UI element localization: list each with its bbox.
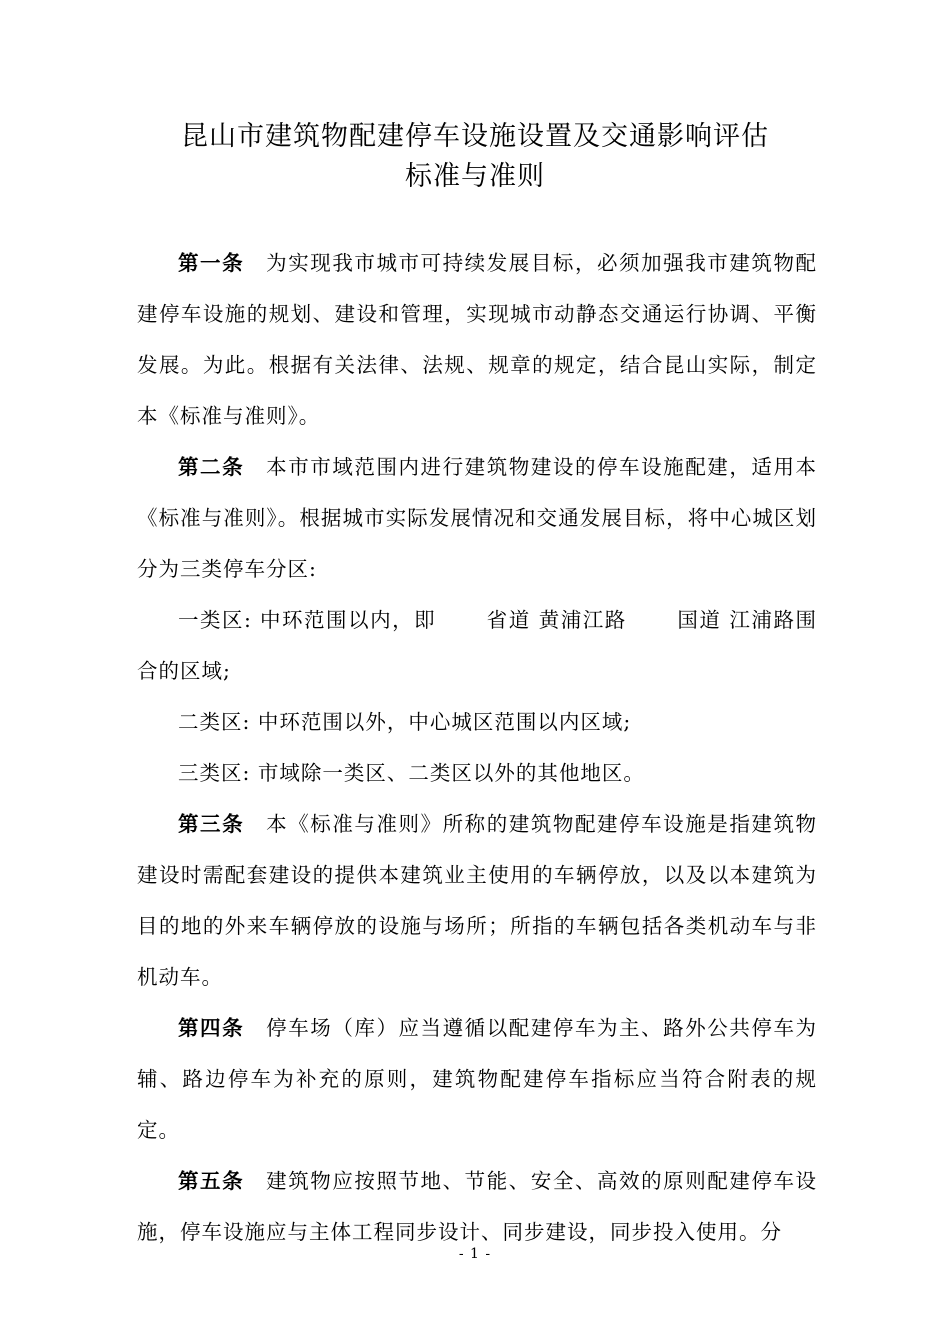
article-2: [137, 442, 817, 595]
article-3: [137, 799, 817, 1003]
article-5-text: 建筑物应按照节地、节能、安全、高效的原则配建停车设施，停车设施应与主体工程同步设计、同步建设，同步投入使用。分: [137, 1169, 818, 1244]
article-1-text: 为实现我市城市可持续发展目标，必须加强我市建筑物配建停车设施的规划、建设和管理，实现城市动静态交通运行协调、平衡发展。为此。根据有关法律、法规、规章的规定，结合昆山实际，制定本《标准与准则》。: [137, 251, 818, 428]
zone-3: 三类区: 市域除一类区、二类区以外的其他地区。: [178, 761, 645, 785]
article-2-label: 第二条: [178, 455, 245, 479]
zone-1-part-a: 一类区: 中环范围以内，即: [178, 608, 437, 632]
article-4: [137, 1003, 817, 1156]
article-4-text: 停车场（库）应当遵循以配建停车为主、路外公共停车为辅、路边停车为补充的原则，建筑物配建停车指标应当符合附表的规定。: [137, 1016, 818, 1142]
document-title-line-2: 标准与准则: [405, 161, 545, 192]
zone-1-part-c: 国道 江浦路围: [676, 608, 817, 632]
article-1: [137, 238, 817, 442]
zone-2: 二类区: 中环范围以外，中心城区范围以内区域;: [178, 710, 632, 734]
page-number: - 1 -: [458, 1246, 492, 1262]
article-3-text: 本《标准与准则》所称的建筑物配建停车设施是指建筑物建设时需配套建设的提供本建筑业主使用的车辆停放，以及以本建筑为目的地的外来车辆停放的设施与场所；所指的车辆包括各类机动车与非机动车。: [137, 812, 818, 989]
zone-1-part-d: 合的区域;: [137, 659, 231, 683]
article-4-label: 第四条: [178, 1016, 245, 1040]
zone-1: [137, 595, 817, 697]
article-2-text: 本市市域范围内进行建筑物建设的停车设施配建，适用本《标准与准则》。根据城市实际发展情况和交通发展目标，将中心城区划分为三类停车分区:: [137, 455, 818, 581]
article-5: [137, 1156, 817, 1258]
article-5-label: 第五条: [178, 1169, 245, 1193]
article-3-label: 第三条: [178, 812, 245, 836]
document-body: [137, 238, 817, 1258]
article-1-label: 第一条: [178, 251, 245, 275]
document-title-line-1: 昆山市建筑物配建停车设施设置及交通影响评估: [181, 121, 769, 152]
zone-1-part-b: 省道 黄浦江路: [486, 608, 627, 632]
